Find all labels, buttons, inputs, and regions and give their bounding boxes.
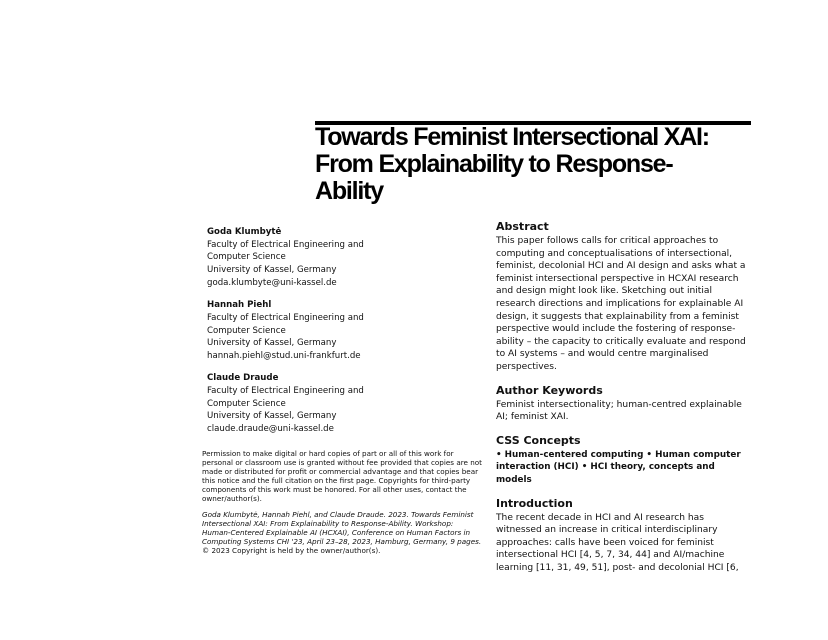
author-name: Goda Klumbytė xyxy=(207,227,282,237)
concepts-heading: CSS Concepts xyxy=(496,433,581,447)
author-name: Claude Draude xyxy=(207,373,279,384)
author-email[interactable]: goda.klumbyte@uni-kassel.de xyxy=(207,277,337,288)
abstract-heading: Abstract xyxy=(496,220,549,233)
author-affiliation: Faculty of Electrical Engineering and xyxy=(207,312,364,323)
permission-notice: Permission to make digital or hard copies of part or all of this work for personal or classroom use is granted without fee provided that copies are not made or distributed for profit or commercial advantage and that copies bear this notice and the full citation on the first page. Copyrights for third-party components of this work must be honored. For all other uses, contact the owner/author(s). xyxy=(202,449,482,503)
author-email[interactable]: claude.draude@uni-kassel.de xyxy=(207,424,334,435)
author-affiliation: Computer Science xyxy=(207,252,286,263)
author-university: University of Kassel, Germany xyxy=(207,265,337,276)
keywords-section xyxy=(496,384,746,424)
abstract-section xyxy=(496,220,746,374)
abstract-text: This paper follows calls for critical approaches to computing and conceptualisations of intersectional, feminist, decolonial HCI and AI design and asks what a feminist intersectional perspective in HCXAI research and design might look like. Sketching out initial research directions and implications for explainable AI design, it suggests that explainability from a feminist perspective would include the fostering of response-ability – the capacity to critically evaluate and respond to AI systems – and would centre marginalised perspectives. xyxy=(496,236,746,372)
author-email[interactable]: hannah.piehl@stud.uni-frankfurt.de xyxy=(207,350,361,361)
citation-block xyxy=(202,510,482,555)
title-line-1: Towards Feminist Intersectional XAI: xyxy=(315,123,709,151)
author-affiliation: Computer Science xyxy=(207,398,286,409)
copyright-notice: © 2023 Copyright is held by the owner/author(s). xyxy=(202,546,381,555)
right-column xyxy=(496,220,746,584)
author-block xyxy=(207,299,477,363)
introduction-text: The recent decade in HCI and AI research has witnessed an increase in critical interdisciplinary approaches: calls have been voiced for feminist intersectional HCI [4, 5, 7, 34, 44] and AI/machine learning [11, 31, 49, 51], post- and decolonial HCI [6, xyxy=(496,512,739,573)
author-affiliation: Faculty of Electrical Engineering and xyxy=(207,239,364,250)
concepts-text: • Human-centered computing • Human computer interaction (HCI) • HCI theory, concepts and models xyxy=(496,449,741,485)
paper-title xyxy=(315,124,745,205)
author-university: University of Kassel, Germany xyxy=(207,411,337,422)
title-line-2: From Explainability to Response- xyxy=(315,150,673,178)
author-affiliation: Faculty of Electrical Engineering and xyxy=(207,385,364,396)
author-block xyxy=(207,226,477,290)
introduction-section xyxy=(496,497,746,575)
author-name: Hannah Piehl xyxy=(207,300,272,311)
keywords-text: Feminist intersectionality; human-centred explainable AI; feminist XAI. xyxy=(496,399,742,423)
author-affiliation: Computer Science xyxy=(207,325,286,336)
author-university: University of Kassel, Germany xyxy=(207,338,337,349)
citation-reference: Goda Klumbytė, Hannah Piehl, and Claude Draude. 2023. Towards Feminist Intersectional XAI: From Explainability to Response-Ability. Workshop: Human-Centered Explainable AI (HCXAI), Conference on Human Factors in Computing Systems CHI '23, April 23–28, 2023, Hamburg, Germany, 9 pages. xyxy=(202,510,482,546)
author-list xyxy=(207,226,477,445)
author-block xyxy=(207,372,477,436)
concepts-section xyxy=(496,434,746,487)
introduction-heading: Introduction xyxy=(496,496,573,510)
title-line-3: Ability xyxy=(315,177,383,205)
keywords-heading: Author Keywords xyxy=(496,383,603,397)
